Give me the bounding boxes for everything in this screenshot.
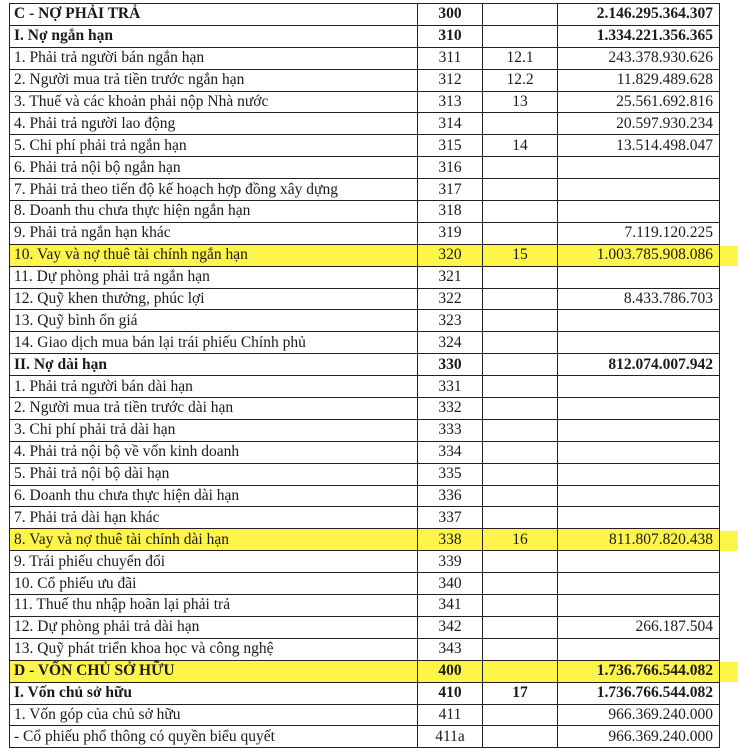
table-row [10,682,720,704]
table-row [10,4,720,26]
item-name-cell: 8. Doanh thu chưa thực hiện ngắn hạn [10,201,418,223]
item-name-cell: 4. Phải trả người lao động [10,113,418,135]
note-cell [483,201,558,223]
value-cell: 243.378.930.626 [558,47,720,69]
table-row [10,157,720,179]
table-row [10,616,720,638]
code-cell: 313 [418,91,483,113]
value-cell [558,485,720,507]
code-cell: 319 [418,222,483,244]
code-cell: 320 [418,244,483,266]
note-cell [483,507,558,529]
code-cell: 341 [418,595,483,617]
value-cell [558,201,720,223]
item-name-cell: 3. Thuế và các khoản phải nộp Nhà nước [10,91,418,113]
table-row [10,222,720,244]
note-cell [483,310,558,332]
note-cell [483,222,558,244]
table-row [10,376,720,398]
code-cell: 340 [418,573,483,595]
note-cell: 13 [483,91,558,113]
item-name-cell: II. Nợ dài hạn [10,354,418,376]
table-row [10,507,720,529]
code-cell: 332 [418,398,483,420]
note-cell: 17 [483,682,558,704]
highlight-mark [720,531,738,551]
value-cell [558,595,720,617]
value-cell: 1.736.766.544.082 [558,660,720,682]
note-cell [483,616,558,638]
item-name-cell: 1. Phải trả người bán ngắn hạn [10,47,418,69]
value-cell [558,376,720,398]
table-row [10,332,720,354]
code-cell: 315 [418,135,483,157]
table-row [10,660,720,682]
note-cell: 12.2 [483,69,558,91]
code-cell: 330 [418,354,483,376]
value-cell: 2.146.295.364.307 [558,4,720,26]
note-cell [483,4,558,26]
code-cell: 321 [418,266,483,288]
code-cell: 324 [418,332,483,354]
note-cell [483,638,558,660]
note-cell [483,551,558,573]
table-row [10,47,720,69]
table-row [10,69,720,91]
note-cell [483,704,558,726]
value-cell [558,638,720,660]
value-cell: 11.829.489.628 [558,69,720,91]
code-cell: 343 [418,638,483,660]
note-cell [483,266,558,288]
table-row [10,573,720,595]
item-name-cell: - Cổ phiếu phổ thông có quyền biểu quyết [10,726,418,748]
item-name-cell: 11. Dự phòng phải trả ngắn hạn [10,266,418,288]
code-cell: 400 [418,660,483,682]
value-cell [558,463,720,485]
table-row [10,201,720,223]
item-name-cell: 11. Thuế thu nhập hoãn lại phải trả [10,595,418,617]
note-cell [483,354,558,376]
table-row [10,354,720,376]
value-cell: 811.807.820.438 [558,529,720,551]
value-cell [558,398,720,420]
note-cell [483,485,558,507]
note-cell: 16 [483,529,558,551]
item-name-cell: 14. Giao dịch mua bán lại trái phiếu Chính phủ [10,332,418,354]
code-cell: 339 [418,551,483,573]
note-cell: 12.1 [483,47,558,69]
item-name-cell: I. Nợ ngắn hạn [10,25,418,47]
item-name-cell: 5. Phải trả nội bộ dài hạn [10,463,418,485]
value-cell: 8.433.786.703 [558,288,720,310]
code-cell: 337 [418,507,483,529]
code-cell: 318 [418,201,483,223]
table-row [10,419,720,441]
table-row [10,113,720,135]
value-cell: 1.003.785.908.086 [558,244,720,266]
value-cell [558,573,720,595]
note-cell [483,157,558,179]
table-row [10,638,720,660]
item-name-cell: 1. Vốn góp của chủ sở hữu [10,704,418,726]
note-cell [483,573,558,595]
code-cell: 316 [418,157,483,179]
item-name-cell: 2. Người mua trả tiền trước ngắn hạn [10,69,418,91]
item-name-cell: 9. Trái phiếu chuyển đổi [10,551,418,573]
table-row [10,179,720,201]
value-cell: 266.187.504 [558,616,720,638]
item-name-cell: 13. Quỹ phát triển khoa học và công nghệ [10,638,418,660]
value-cell: 13.514.498.047 [558,135,720,157]
value-cell: 966.369.240.000 [558,704,720,726]
code-cell: 314 [418,113,483,135]
item-name-cell: 4. Phải trả nội bộ về vốn kinh doanh [10,441,418,463]
note-cell [483,726,558,748]
table-row [10,726,720,748]
table-row [10,288,720,310]
value-cell [558,441,720,463]
table-row [10,91,720,113]
note-cell [483,398,558,420]
code-cell: 322 [418,288,483,310]
value-cell: 20.597.930.234 [558,113,720,135]
code-cell: 333 [418,419,483,441]
table-row [10,485,720,507]
value-cell [558,179,720,201]
item-name-cell: 13. Quỹ bình ổn giá [10,310,418,332]
item-name-cell: 7. Phải trả dài hạn khác [10,507,418,529]
table-row [10,25,720,47]
note-cell [483,25,558,47]
item-name-cell: 6. Doanh thu chưa thực hiện dài hạn [10,485,418,507]
value-cell: 966.369.240.000 [558,726,720,748]
value-cell [558,157,720,179]
item-name-cell: 12. Quỹ khen thưởng, phúc lợi [10,288,418,310]
note-cell [483,179,558,201]
note-cell [483,332,558,354]
item-name-cell: 10. Cổ phiếu ưu đãi [10,573,418,595]
code-cell: 300 [418,4,483,26]
code-cell: 338 [418,529,483,551]
note-cell [483,441,558,463]
value-cell [558,266,720,288]
note-cell [483,288,558,310]
code-cell: 334 [418,441,483,463]
code-cell: 411a [418,726,483,748]
item-name-cell: 8. Vay và nợ thuê tài chính dài hạn [10,529,418,551]
value-cell [558,507,720,529]
value-cell: 1.334.221.356.365 [558,25,720,47]
table-body [10,4,720,748]
value-cell [558,332,720,354]
value-cell: 812.074.007.942 [558,354,720,376]
table-row [10,529,720,551]
table-row [10,135,720,157]
code-cell: 311 [418,47,483,69]
value-cell: 25.561.692.816 [558,91,720,113]
table-row [10,595,720,617]
note-cell: 14 [483,135,558,157]
code-cell: 312 [418,69,483,91]
item-name-cell: C - NỢ PHẢI TRẢ [10,4,418,26]
value-cell: 7.119.120.225 [558,222,720,244]
code-cell: 342 [418,616,483,638]
item-name-cell: 7. Phải trả theo tiến độ kế hoạch hợp đồng xây dựng [10,179,418,201]
table-row [10,441,720,463]
item-name-cell: 5. Chi phí phải trả ngắn hạn [10,135,418,157]
item-name-cell: 12. Dự phòng phải trả dài hạn [10,616,418,638]
highlight-mark [720,662,738,682]
table-row [10,244,720,266]
value-cell [558,419,720,441]
highlight-mark [720,246,738,266]
item-name-cell: 1. Phải trả người bán dài hạn [10,376,418,398]
item-name-cell: I. Vốn chủ sở hữu [10,682,418,704]
code-cell: 317 [418,179,483,201]
code-cell: 331 [418,376,483,398]
code-cell: 336 [418,485,483,507]
note-cell [483,660,558,682]
code-cell: 411 [418,704,483,726]
note-cell [483,113,558,135]
item-name-cell: 2. Người mua trả tiền trước dài hạn [10,398,418,420]
item-name-cell: 3. Chi phí phải trả dài hạn [10,419,418,441]
value-cell [558,551,720,573]
code-cell: 310 [418,25,483,47]
code-cell: 410 [418,682,483,704]
note-cell [483,595,558,617]
note-cell [483,419,558,441]
item-name-cell: 9. Phải trả ngắn hạn khác [10,222,418,244]
note-cell [483,463,558,485]
table-row [10,310,720,332]
table-row [10,463,720,485]
value-cell: 1.736.766.544.082 [558,682,720,704]
balance-sheet-table [9,3,720,748]
item-name-cell: D - VỐN CHỦ SỞ HỮU [10,660,418,682]
value-cell [558,310,720,332]
note-cell: 15 [483,244,558,266]
table-row [10,704,720,726]
item-name-cell: 10. Vay và nợ thuê tài chính ngắn hạn [10,244,418,266]
table-row [10,266,720,288]
note-cell [483,376,558,398]
table-row [10,551,720,573]
code-cell: 323 [418,310,483,332]
code-cell: 335 [418,463,483,485]
table-row [10,398,720,420]
item-name-cell: 6. Phải trả nội bộ ngắn hạn [10,157,418,179]
